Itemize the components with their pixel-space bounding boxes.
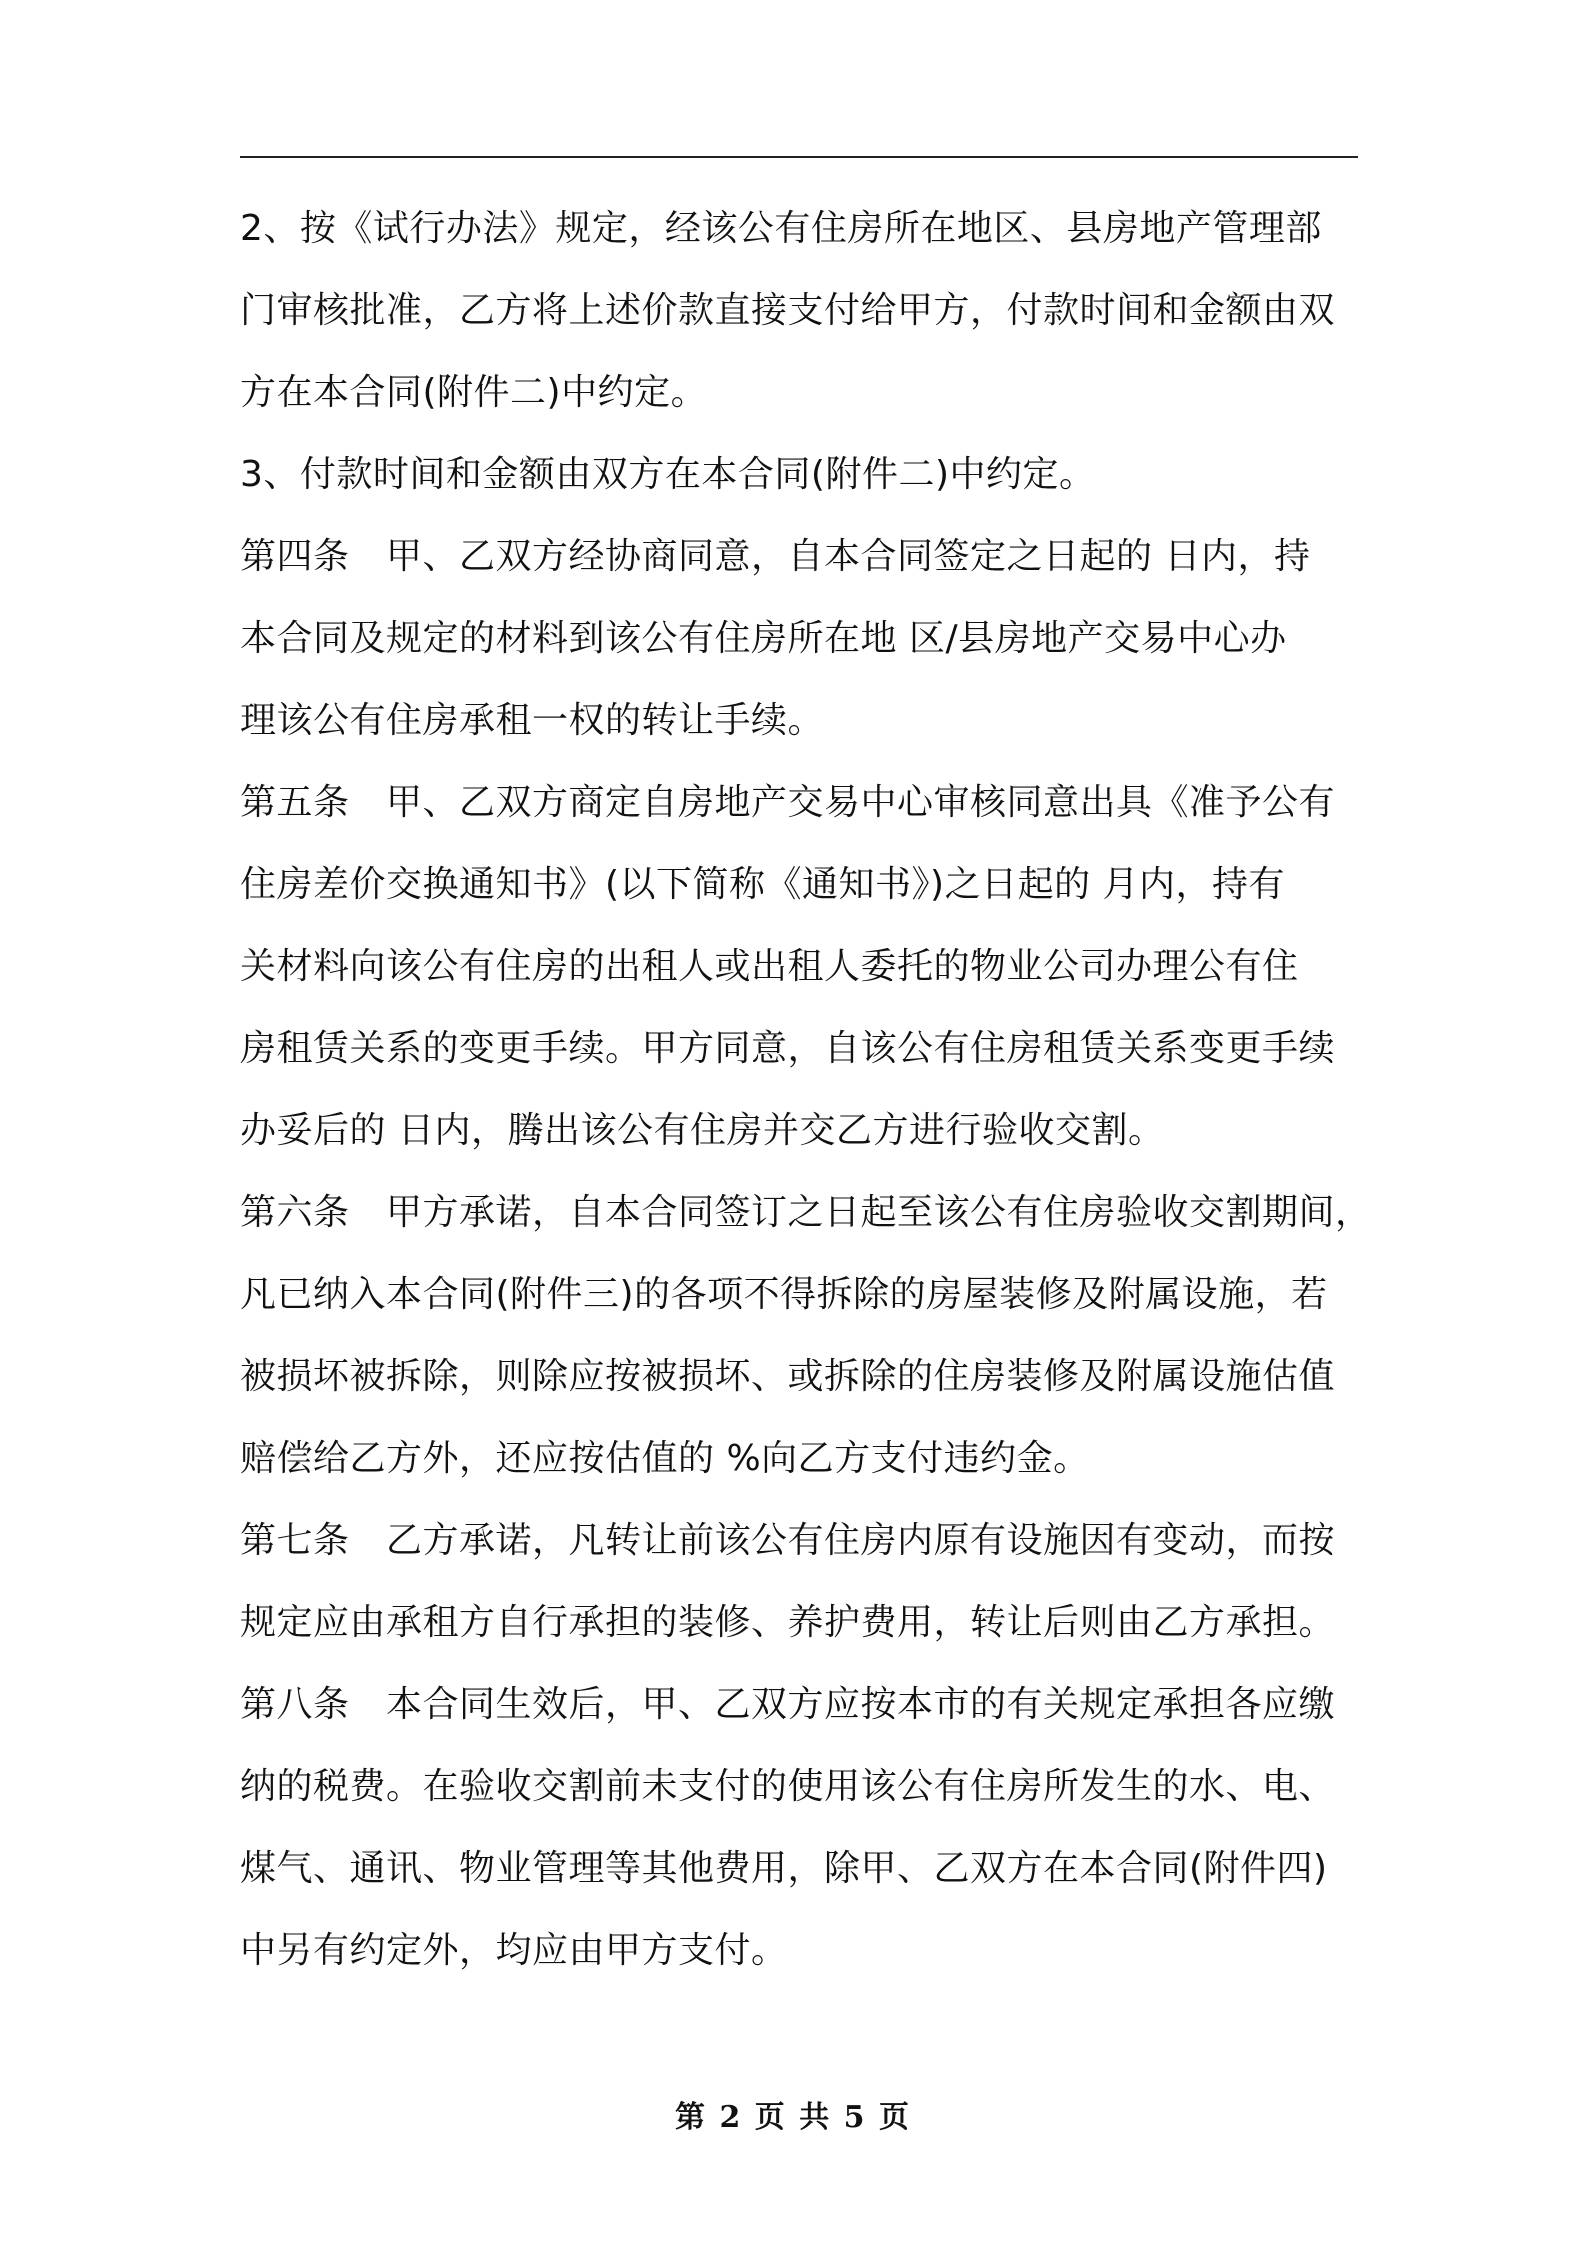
text-line: 被损坏被拆除，则除应按被损坏、或拆除的住房装修及附属设施估值 bbox=[240, 1356, 1336, 1397]
text-line: 纳的税费。在验收交割前未支付的使用该公有住房所发生的水、电、 bbox=[240, 1766, 1336, 1807]
text-line: 住房差价交换通知书》(以下简称《通知书》)之日起的 月内，持有 bbox=[240, 864, 1286, 905]
text-line: 第八条 本合同生效后，甲、乙双方应按本市的有关规定承担各应缴 bbox=[240, 1684, 1336, 1725]
text-line: 第四条 甲、乙双方经协商同意，自本合同签定之日起的 日内，持 bbox=[240, 536, 1311, 577]
text-line: 关材料向该公有住房的出租人或出租人委托的物业公司办理公有住 bbox=[240, 946, 1299, 987]
text-line: 规定应由承租方自行承担的装修、养护费用，转让后则由乙方承担。 bbox=[240, 1602, 1336, 1643]
text-line: 方在本合同(附件二)中约定。 bbox=[240, 372, 708, 413]
text-line: 第七条 乙方承诺，凡转让前该公有住房内原有设施因有变动，而按 bbox=[240, 1520, 1336, 1561]
text-line: 煤气、通讯、物业管理等其他费用，除甲、乙双方在本合同(附件四) bbox=[240, 1848, 1328, 1889]
text-line: 赔偿给乙方外，还应按估值的 %向乙方支付违约金。 bbox=[240, 1438, 1090, 1479]
text-line: 理该公有住房承租一权的转让手续。 bbox=[240, 700, 825, 741]
document-body bbox=[240, 188, 1372, 1992]
text-line: 凡已纳入本合同(附件三)的各项不得拆除的房屋装修及附属设施，若 bbox=[240, 1274, 1328, 1315]
text-line: 中另有约定外，均应由甲方支付。 bbox=[240, 1930, 788, 1971]
text-line: 2、按《试行办法》规定，经该公有住房所在地区、县房地产管理部 bbox=[240, 208, 1322, 249]
text-line: 本合同及规定的材料到该公有住房所在地 区/县房地产交易中心办 bbox=[240, 618, 1287, 659]
text-line: 办妥后的 日内，腾出该公有住房并交乙方进行验收交割。 bbox=[240, 1110, 1165, 1151]
page-number: 第 2 页 共 5 页 bbox=[675, 2100, 911, 2135]
text-line: 门审核批准，乙方将上述价款直接支付给甲方，付款时间和金额由双 bbox=[240, 290, 1336, 331]
text-line: 房租赁关系的变更手续。甲方同意，自该公有住房租赁关系变更手续 bbox=[240, 1028, 1336, 1069]
header-rule bbox=[240, 156, 1358, 158]
text-line: 第六条 甲方承诺，自本合同签订之日起至该公有住房验收交割期间， bbox=[240, 1192, 1372, 1233]
text-line: 第五条 甲、乙双方商定自房地产交易中心审核同意出具《准予公有 bbox=[240, 782, 1336, 823]
text-line: 3、付款时间和金额由双方在本合同(附件二)中约定。 bbox=[240, 454, 1096, 495]
